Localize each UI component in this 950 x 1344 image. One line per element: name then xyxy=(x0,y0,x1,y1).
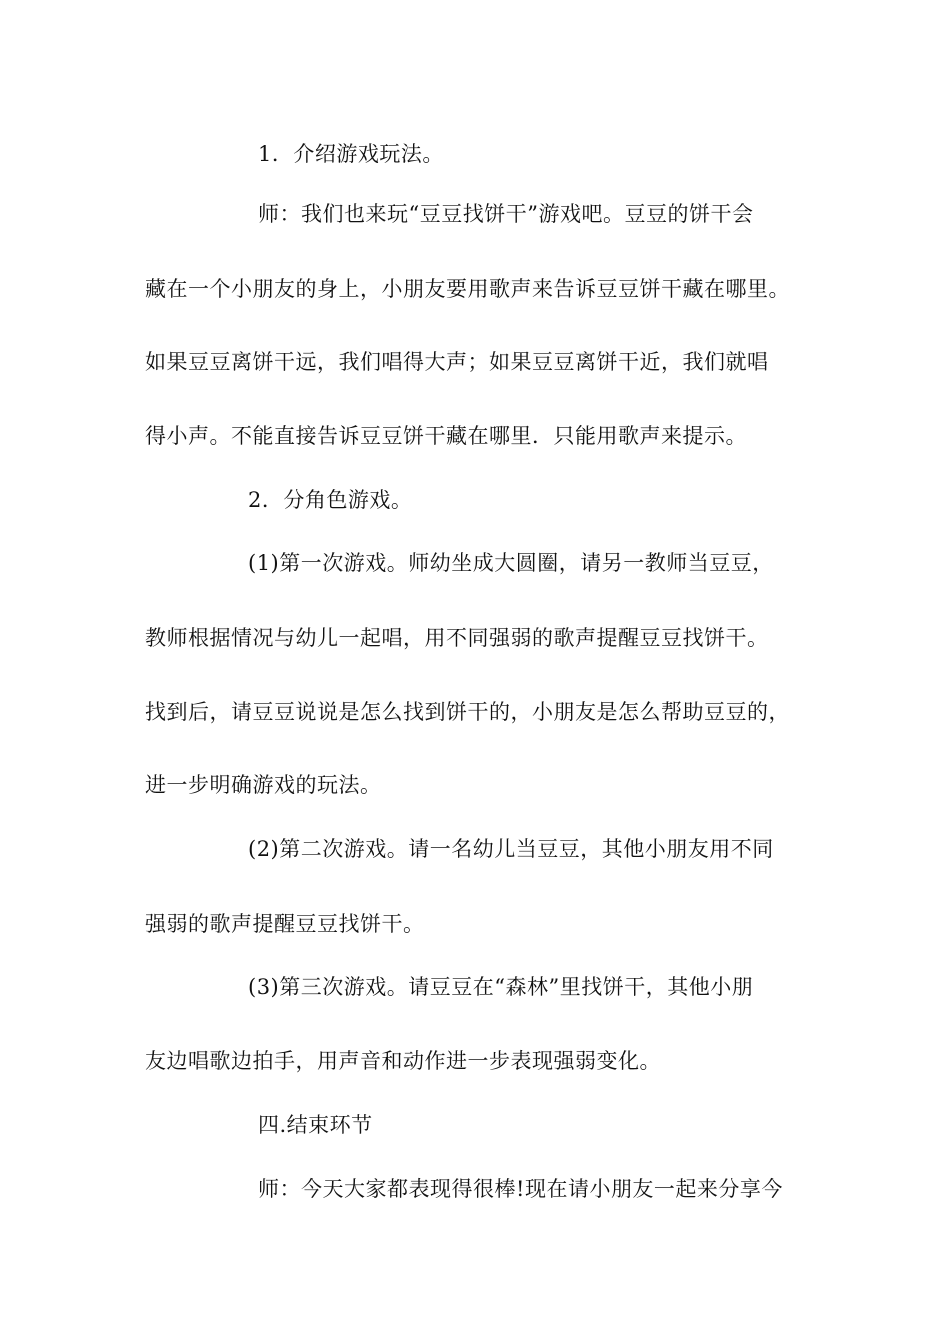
paragraph-line: 进一步明确游戏的玩法。 xyxy=(145,773,382,797)
paragraph-line: (1)第一次游戏。师幼坐成大圆圈，请另一教师当豆豆， xyxy=(248,551,774,575)
paragraph-line: 师：我们也来玩“豆豆找饼干”游戏吧。豆豆的饼干会 xyxy=(258,202,754,226)
section-heading-closing: 四.结束环节 xyxy=(258,1113,373,1137)
paragraph-line: 强弱的歌声提醒豆豆找饼干。 xyxy=(145,912,425,936)
section-heading-introduce-rules: 1．介绍游戏玩法。 xyxy=(258,142,444,166)
paragraph-line: 教师根据情况与幼儿一起唱，用不同强弱的歌声提醒豆豆找饼干。 xyxy=(145,626,769,650)
paragraph-line: 师：今天大家都表现得很棒!现在请小朋友一起来分享今 xyxy=(258,1177,783,1201)
paragraph-line: 找到后，请豆豆说说是怎么找到饼干的，小朋友是怎么帮助豆豆的， xyxy=(145,700,790,724)
paragraph-line: 藏在一个小朋友的身上，小朋友要用歌声来告诉豆豆饼干藏在哪里。 xyxy=(145,277,790,301)
section-heading-role-play: 2．分角色游戏。 xyxy=(248,488,413,512)
paragraph-line: (3)第三次游戏。请豆豆在“森林”里找饼干，其他小朋 xyxy=(248,975,754,999)
paragraph-line: 得小声。不能直接告诉豆豆饼干藏在哪里．只能用歌声来提示。 xyxy=(145,424,747,448)
paragraph-line: 如果豆豆离饼干远，我们唱得大声；如果豆豆离饼干近，我们就唱 xyxy=(145,350,769,374)
paragraph-line: (2)第二次游戏。请一名幼儿当豆豆，其他小朋友用不同 xyxy=(248,837,774,861)
paragraph-line: 友边唱歌边拍手，用声音和动作进一步表现强弱变化。 xyxy=(145,1049,661,1073)
